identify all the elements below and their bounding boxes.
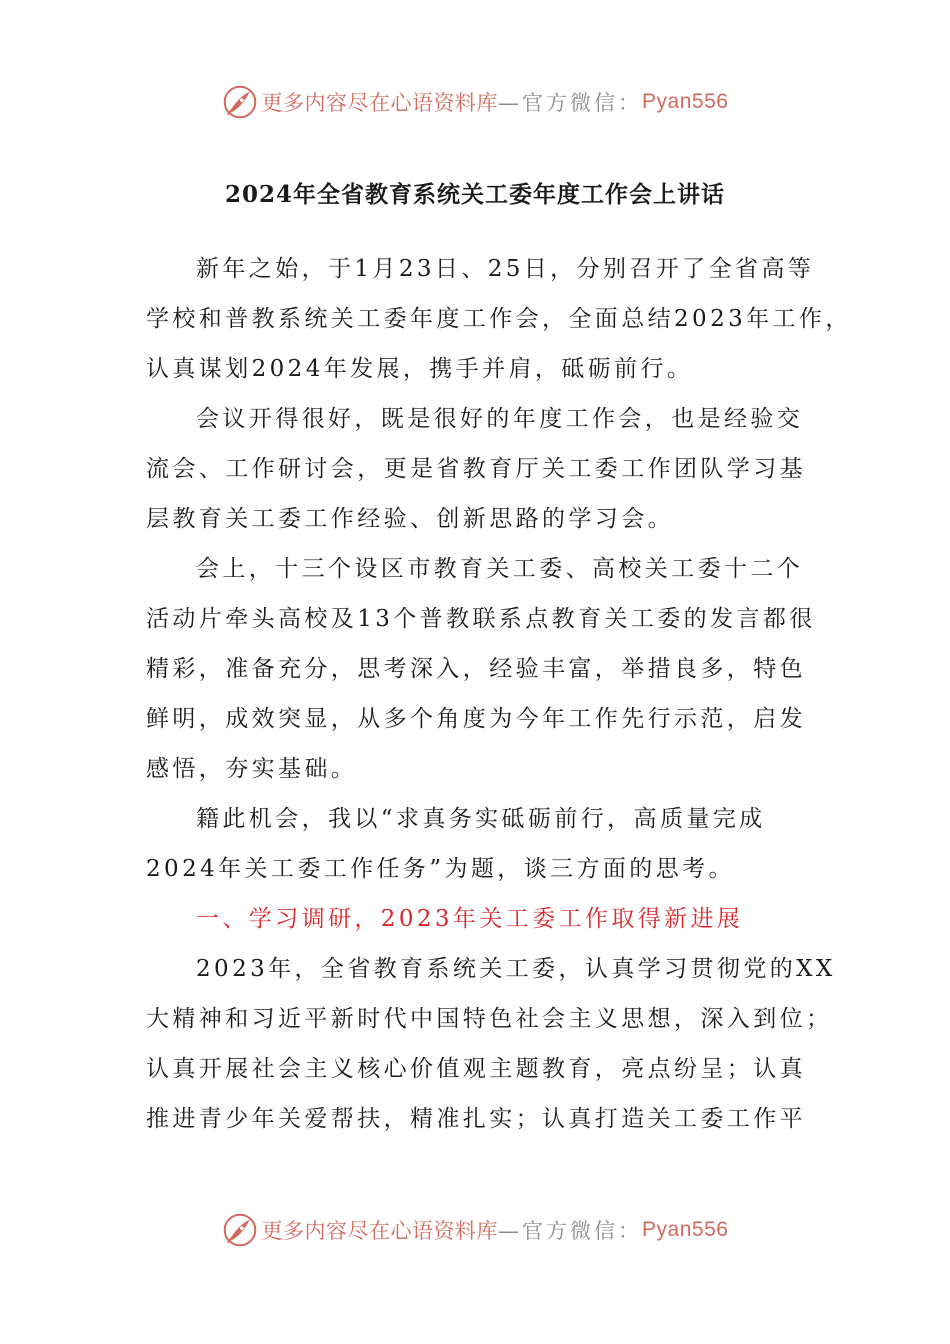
- body-line: 会议开得很好，既是很好的年度工作会，也是经验交: [196, 406, 804, 432]
- body-line: 感悟，夯实基础。: [146, 756, 358, 782]
- body-line: 2023年，全省教育系统关工委，认真学习贯彻党的XX: [196, 956, 836, 982]
- watermark-wechat-id: Pyan556: [642, 1218, 729, 1241]
- body-line: 层教育关工委工作经验、创新思路的学习会。: [146, 506, 674, 532]
- body-line: 精彩，准备充分，思考深入，经验丰富，举措良多，特色: [146, 656, 806, 682]
- body-line: 鲜明，成效突显，从多个角度为今年工作先行示范，启发: [146, 706, 806, 732]
- body-line: 认真开展社会主义核心价值观主题教育，亮点纷呈；认真: [146, 1056, 806, 1082]
- document-body: [146, 244, 852, 1144]
- body-line: 认真谋划2024年发展，携手并肩，砥砺前行。: [146, 356, 694, 382]
- header-watermark-banner: [0, 82, 950, 122]
- body-line: 会上，十三个设区市教育关工委、高校关工委十二个: [196, 556, 804, 582]
- document-title: 2024年全省教育系统关工委年度工作会上讲话: [224, 181, 725, 208]
- body-line: 新年之始，于1月23日、25日，分别召开了全省高等: [196, 256, 815, 282]
- section-heading: 一、学习调研，2023年关工委工作取得新进展: [196, 906, 744, 932]
- watermark-separator: —官方微信：: [498, 91, 643, 115]
- body-line: 2024年关工委工作任务”为题，谈三方面的思考。: [146, 856, 735, 882]
- body-line: 流会、工作研讨会，更是省教育厅关工委工作团队学习基: [146, 456, 806, 482]
- watermark-wechat-id: Pyan556: [642, 90, 729, 113]
- body-line: 籍此机会，我以“求真务实砥砺前行，高质量完成: [196, 806, 766, 832]
- body-line: 推进青少年关爱帮扶，精准扎实；认真打造关工委工作平: [146, 1106, 806, 1132]
- body-line: 学校和普教系统关工委年度工作会，全面总结2023年工作，: [146, 306, 852, 332]
- watermark-separator: —官方微信：: [498, 1219, 643, 1243]
- watermark-text: 更多内容尽在心语资料库: [261, 91, 499, 115]
- body-line: 活动片牵头高校及13个普教联系点教育关工委的发言都很: [146, 606, 816, 632]
- pen-nib-logo-icon: [222, 84, 258, 120]
- body-line: 大精神和习近平新时代中国特色社会主义思想，深入到位；: [146, 1006, 833, 1032]
- pen-nib-logo-icon: [222, 1212, 258, 1248]
- footer-watermark-banner: [0, 1210, 950, 1250]
- watermark-text: 更多内容尽在心语资料库: [261, 1219, 499, 1243]
